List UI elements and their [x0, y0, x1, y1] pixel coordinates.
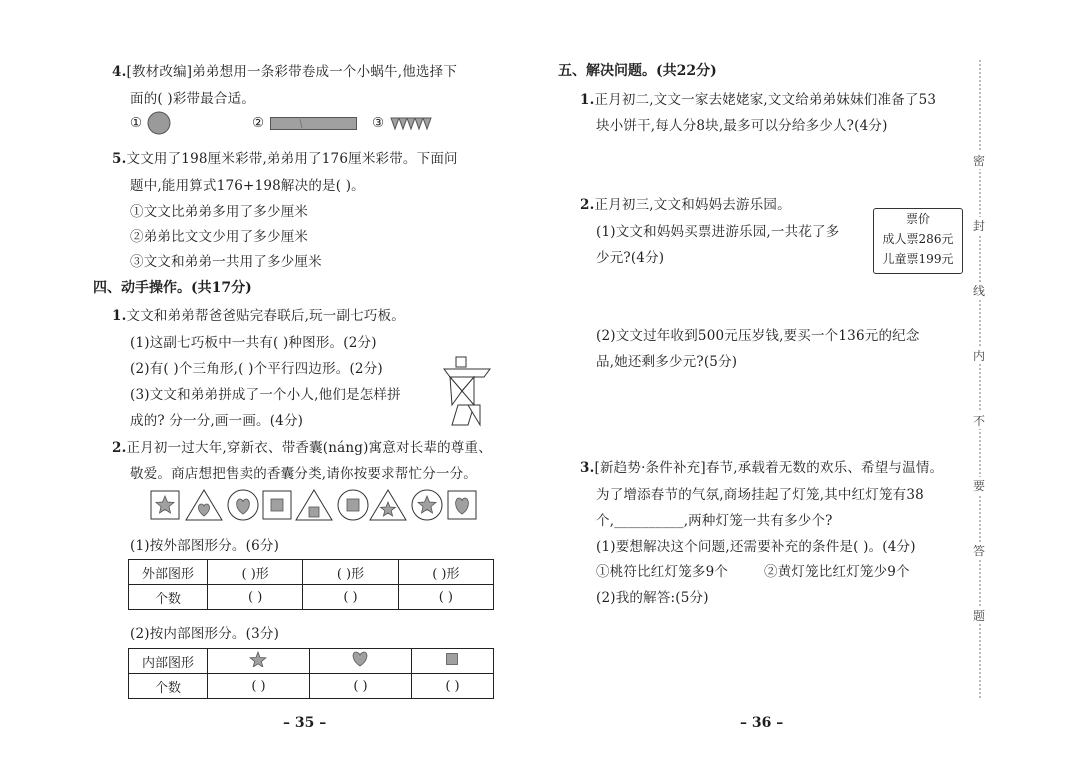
s4-q2-part2: (2)按内部图形分。(3分) [130, 626, 280, 642]
s5-q2-line1: 2.正月初三,文文和妈妈去游乐园。 [580, 197, 791, 213]
outer-count-cell-3[interactable]: ( ) [398, 585, 493, 610]
star-icon [249, 651, 267, 667]
q4-line2: 面的( )彩带最合适。 [130, 91, 256, 107]
sachet-triangle-square [296, 490, 332, 520]
sachet-triangle-star [370, 490, 406, 520]
margin-char-1: 密 [973, 154, 986, 168]
page-number-36: – 36 – [740, 715, 784, 731]
s4-q1-sub1: (1)这副七巧板中一共有( )种图形。(2分) [130, 335, 377, 351]
s5-q1-line1: 1.正月初二,文文一家去姥姥家,文文给弟弟妹妹们准备了53 [580, 92, 937, 108]
section-4-title: 四、动手操作。(共17分) [93, 280, 252, 296]
s5-q3-sub1: (1)要想解决这个问题,还需要补充的条件是( )。(4分) [596, 539, 916, 555]
s4-q1-sub3a: (3)文文和弟弟拼成了一个小人,他们是怎样拼 [130, 387, 401, 403]
s5-q3-option-1: ①桃符比红灯笼多9个 [596, 564, 729, 580]
s5-q2-sub2b: 品,她还剩多少元?(5分) [596, 354, 738, 370]
outer-shape-cell-1[interactable]: ( )形 [208, 560, 303, 585]
s4-q2-line2: 敬爱。商店想把售卖的香囊分类,请你按要求帮忙分一分。 [130, 466, 477, 482]
ticket-price-title: 票价 [905, 212, 930, 226]
s5-q3-option-2: ②黄灯笼比红灯笼少9个 [764, 564, 910, 580]
s5-q2-sub1a: (1)文文和妈妈买票进游乐园,一共花了多 [596, 224, 840, 240]
triangle-ribbon-image [390, 117, 434, 131]
outer-count-header: 个数 [129, 585, 208, 610]
margin-char-7: 答 [973, 544, 986, 558]
q5-option-2: ②弟弟比文文少用了多少厘米 [130, 229, 309, 245]
sachet-circle-heart [228, 490, 258, 520]
flat-ribbon-image [270, 117, 358, 131]
sachet-shapes-row [148, 488, 478, 524]
ticket-price-child: 儿童票199元 [882, 252, 954, 266]
s5-q2-sub1b: 少元?(4分) [596, 250, 665, 266]
q5-line1: 5.文文用了198厘米彩带,弟弟用了176厘米彩带。下面问 [112, 151, 458, 167]
q5-line2: 题中,能用算式176+198解决的是( )。 [130, 178, 365, 194]
s4-q1-sub2: (2)有( )个三角形,( )个平行四边形。(2分) [130, 361, 383, 377]
margin-char-6: 要 [973, 479, 986, 493]
s5-q3-line1: 3.[新趋势·条件补充]春节,承载着无数的欢乐、希望与温情。 [580, 460, 944, 476]
sachet-circle-star [412, 490, 442, 520]
inner-count-cell-1[interactable]: ( ) [208, 674, 310, 699]
inner-shape-header: 内部图形 [129, 649, 208, 674]
s5-q3-sub2: (2)我的解答:(5分) [596, 590, 709, 606]
margin-char-4: 内 [973, 349, 986, 363]
inner-shape-table [128, 648, 494, 699]
s4-q1-line1: 1.文文和弟弟帮爸爸贴完春联后,玩一副七巧板。 [112, 308, 405, 324]
tangram-person-figure [438, 355, 496, 433]
outer-shape-cell-3[interactable]: ( )形 [398, 560, 493, 585]
q5-option-3: ③文文和弟弟一共用了多少厘米 [130, 254, 322, 270]
s5-q1-line2: 块小饼干,每人分8块,最多可以分给多少人?(4分) [596, 118, 888, 134]
sachet-circle-square [338, 490, 368, 520]
sachet-square-heart [448, 491, 476, 519]
margin-char-2: 封 [973, 219, 986, 233]
sachet-triangle-heart [186, 490, 222, 520]
outer-shape-cell-2[interactable]: ( )形 [303, 560, 398, 585]
sachet-square-star [151, 491, 179, 519]
inner-count-cell-2[interactable]: ( ) [309, 674, 411, 699]
margin-char-3: 线 [973, 284, 986, 298]
square-icon [445, 652, 459, 666]
page-number-35: – 35 – [283, 715, 327, 731]
s5-q3-line3: 个,__________,两种灯笼一共有多少个? [596, 513, 833, 529]
s4-q1-sub3b: 成的? 分一分,画一画。(4分) [130, 413, 304, 429]
section-5-title: 五、解决问题。(共22分) [558, 63, 717, 79]
q4-option-3-label: ③ [372, 115, 385, 131]
heart-icon [351, 651, 369, 667]
s5-q2-sub2a: (2)文文过年收到500元压岁钱,要买一个136元的纪念 [596, 328, 920, 344]
s4-q2-line1: 2.正月初一过大年,穿新衣、带香囊(náng)寓意对长辈的尊重、 [112, 440, 492, 456]
q4-line1: 4.[教材改编]弟弟想用一条彩带卷成一个小蜗牛,他选择下 [112, 64, 458, 80]
q5-option-1: ①文文比弟弟多用了多少厘米 [130, 204, 309, 220]
ticket-price-adult: 成人票286元 [882, 232, 954, 246]
rolled-ribbon-image [147, 111, 171, 135]
s4-q2-part1: (1)按外部图形分。(6分) [130, 538, 280, 554]
outer-count-cell-2[interactable]: ( ) [303, 585, 398, 610]
inner-shape-heart-cell [309, 649, 411, 674]
inner-shape-square-cell [411, 649, 493, 674]
outer-count-cell-1[interactable]: ( ) [208, 585, 303, 610]
s5-q3-line2: 为了增添春节的气氛,商场挂起了灯笼,其中红灯笼有38 [596, 487, 924, 503]
margin-char-8: 题 [973, 609, 986, 623]
outer-shape-table [128, 559, 494, 610]
inner-count-header: 个数 [129, 674, 208, 699]
inner-count-cell-3[interactable]: ( ) [411, 674, 493, 699]
ticket-price-box [873, 208, 963, 274]
q4-option-1-label: ① [130, 115, 143, 131]
margin-char-5: 不 [973, 414, 986, 428]
inner-shape-star-cell [208, 649, 310, 674]
sachet-square-square [263, 491, 291, 519]
outer-shape-header: 外部图形 [129, 560, 208, 585]
q4-option-2-label: ② [252, 115, 265, 131]
